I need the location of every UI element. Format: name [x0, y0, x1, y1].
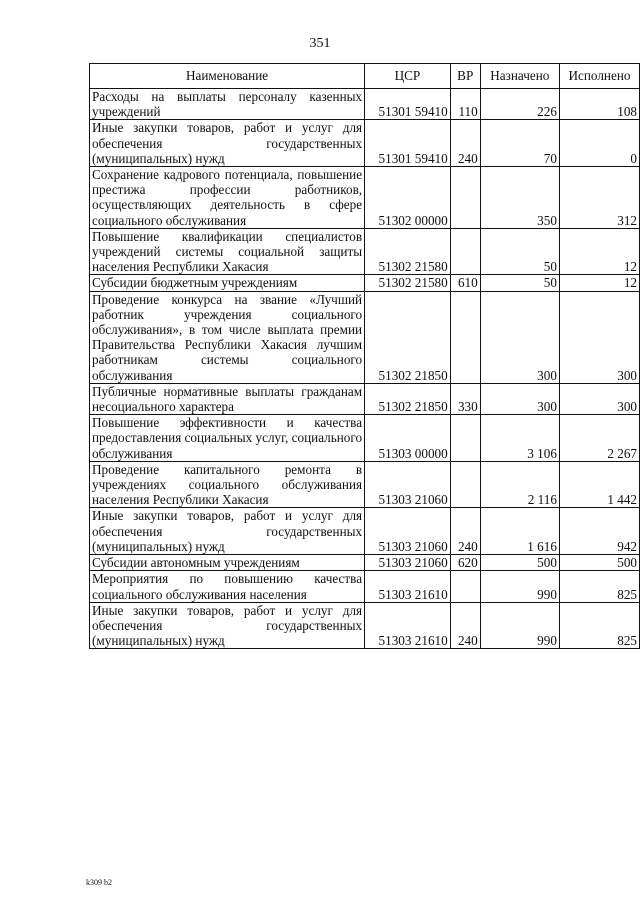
row-executed: 12	[559, 228, 639, 275]
row-assigned: 300	[480, 291, 559, 383]
row-name: Субсидии автономным учреждениям	[90, 555, 365, 571]
row-executed: 300	[559, 383, 639, 414]
table-row	[90, 89, 640, 120]
row-vr: 610	[450, 275, 480, 291]
row-name: Иные закупки товаров, работ и услуг для обеспечения государственных (муниципальных) нужд	[90, 508, 365, 555]
row-assigned: 990	[480, 602, 559, 649]
budget-table	[89, 63, 640, 649]
table-row	[90, 383, 640, 414]
table-row	[90, 602, 640, 649]
header-vr: ВР	[450, 64, 480, 89]
row-name: Иные закупки товаров, работ и услуг для обеспечения государственных (муниципальных) нужд	[90, 602, 365, 649]
row-vr: 620	[450, 555, 480, 571]
row-vr	[450, 291, 480, 383]
table-row	[90, 508, 640, 555]
table-row	[90, 167, 640, 229]
header-name: Наименование	[90, 64, 365, 89]
row-assigned: 500	[480, 555, 559, 571]
row-vr	[450, 228, 480, 275]
row-vr	[450, 167, 480, 229]
row-assigned: 2 116	[480, 461, 559, 508]
row-name: Публичные нормативные выплаты гражданам несоциального характера	[90, 383, 365, 414]
row-assigned: 3 106	[480, 415, 559, 462]
row-executed: 942	[559, 508, 639, 555]
header-assigned: Назначено	[480, 64, 559, 89]
row-executed: 1 442	[559, 461, 639, 508]
row-csr: 51303 00000	[365, 415, 451, 462]
table-header-row	[90, 64, 640, 89]
table-body	[90, 89, 640, 649]
row-executed: 2 267	[559, 415, 639, 462]
table-row	[90, 275, 640, 291]
row-executed: 825	[559, 571, 639, 602]
table-row	[90, 555, 640, 571]
table-row	[90, 228, 640, 275]
row-name: Повышение эффективности и качества предоставления социальных услуг, социального обслуживания	[90, 415, 365, 462]
row-csr: 51302 21850	[365, 291, 451, 383]
row-name: Сохранение кадрового потенциала, повышение престижа профессии работников, осуществляющих деятельность в сфере социального обслуживания	[90, 167, 365, 229]
row-name: Расходы на выплаты персоналу казенных учреждений	[90, 89, 365, 120]
row-vr	[450, 415, 480, 462]
row-csr: 51302 21580	[365, 228, 451, 275]
table-row	[90, 291, 640, 383]
row-assigned: 50	[480, 228, 559, 275]
row-vr	[450, 571, 480, 602]
row-vr: 110	[450, 89, 480, 120]
row-name: Иные закупки товаров, работ и услуг для обеспечения государственных (муниципальных) нужд	[90, 120, 365, 167]
row-assigned: 990	[480, 571, 559, 602]
row-vr: 240	[450, 508, 480, 555]
row-csr: 51302 21850	[365, 383, 451, 414]
header-executed: Исполнено	[559, 64, 639, 89]
row-name: Субсидии бюджетным учреждениям	[90, 275, 365, 291]
row-assigned: 1 616	[480, 508, 559, 555]
row-executed: 312	[559, 167, 639, 229]
row-csr: 51301 59410	[365, 89, 451, 120]
row-assigned: 50	[480, 275, 559, 291]
row-executed: 825	[559, 602, 639, 649]
row-vr: 240	[450, 602, 480, 649]
row-csr: 51303 21060	[365, 555, 451, 571]
row-assigned: 70	[480, 120, 559, 167]
row-executed: 12	[559, 275, 639, 291]
row-csr: 51303 21060	[365, 508, 451, 555]
row-executed: 500	[559, 555, 639, 571]
table-row	[90, 461, 640, 508]
row-vr	[450, 461, 480, 508]
table-row	[90, 415, 640, 462]
row-executed: 108	[559, 89, 639, 120]
row-assigned: 226	[480, 89, 559, 120]
row-name: Повышение квалификации специалистов учреждений системы социальной защиты населения Республики Хакасия	[90, 228, 365, 275]
row-vr: 330	[450, 383, 480, 414]
row-assigned: 300	[480, 383, 559, 414]
row-executed: 300	[559, 291, 639, 383]
row-assigned: 350	[480, 167, 559, 229]
row-csr: 51303 21610	[365, 602, 451, 649]
row-name: Проведение капитального ремонта в учреждениях социального обслуживания населения Республики Хакасия	[90, 461, 365, 508]
row-csr: 51303 21060	[365, 461, 451, 508]
page-number: 351	[309, 36, 331, 51]
row-name: Проведение конкурса на звание «Лучший работник учреждения социального обслуживания», в том числе выплата премии Правительства Республики Хакасия лучшим работникам системы социального обслуживания	[90, 291, 365, 383]
row-csr: 51301 59410	[365, 120, 451, 167]
row-vr: 240	[450, 120, 480, 167]
table-row	[90, 120, 640, 167]
row-csr: 51303 21610	[365, 571, 451, 602]
row-name: Мероприятия по повышению качества социального обслуживания населения	[90, 571, 365, 602]
footer-code: k309 b2	[86, 878, 112, 887]
row-csr: 51302 21580	[365, 275, 451, 291]
row-csr: 51302 00000	[365, 167, 451, 229]
table-row	[90, 571, 640, 602]
row-executed: 0	[559, 120, 639, 167]
header-csr: ЦСР	[365, 64, 451, 89]
